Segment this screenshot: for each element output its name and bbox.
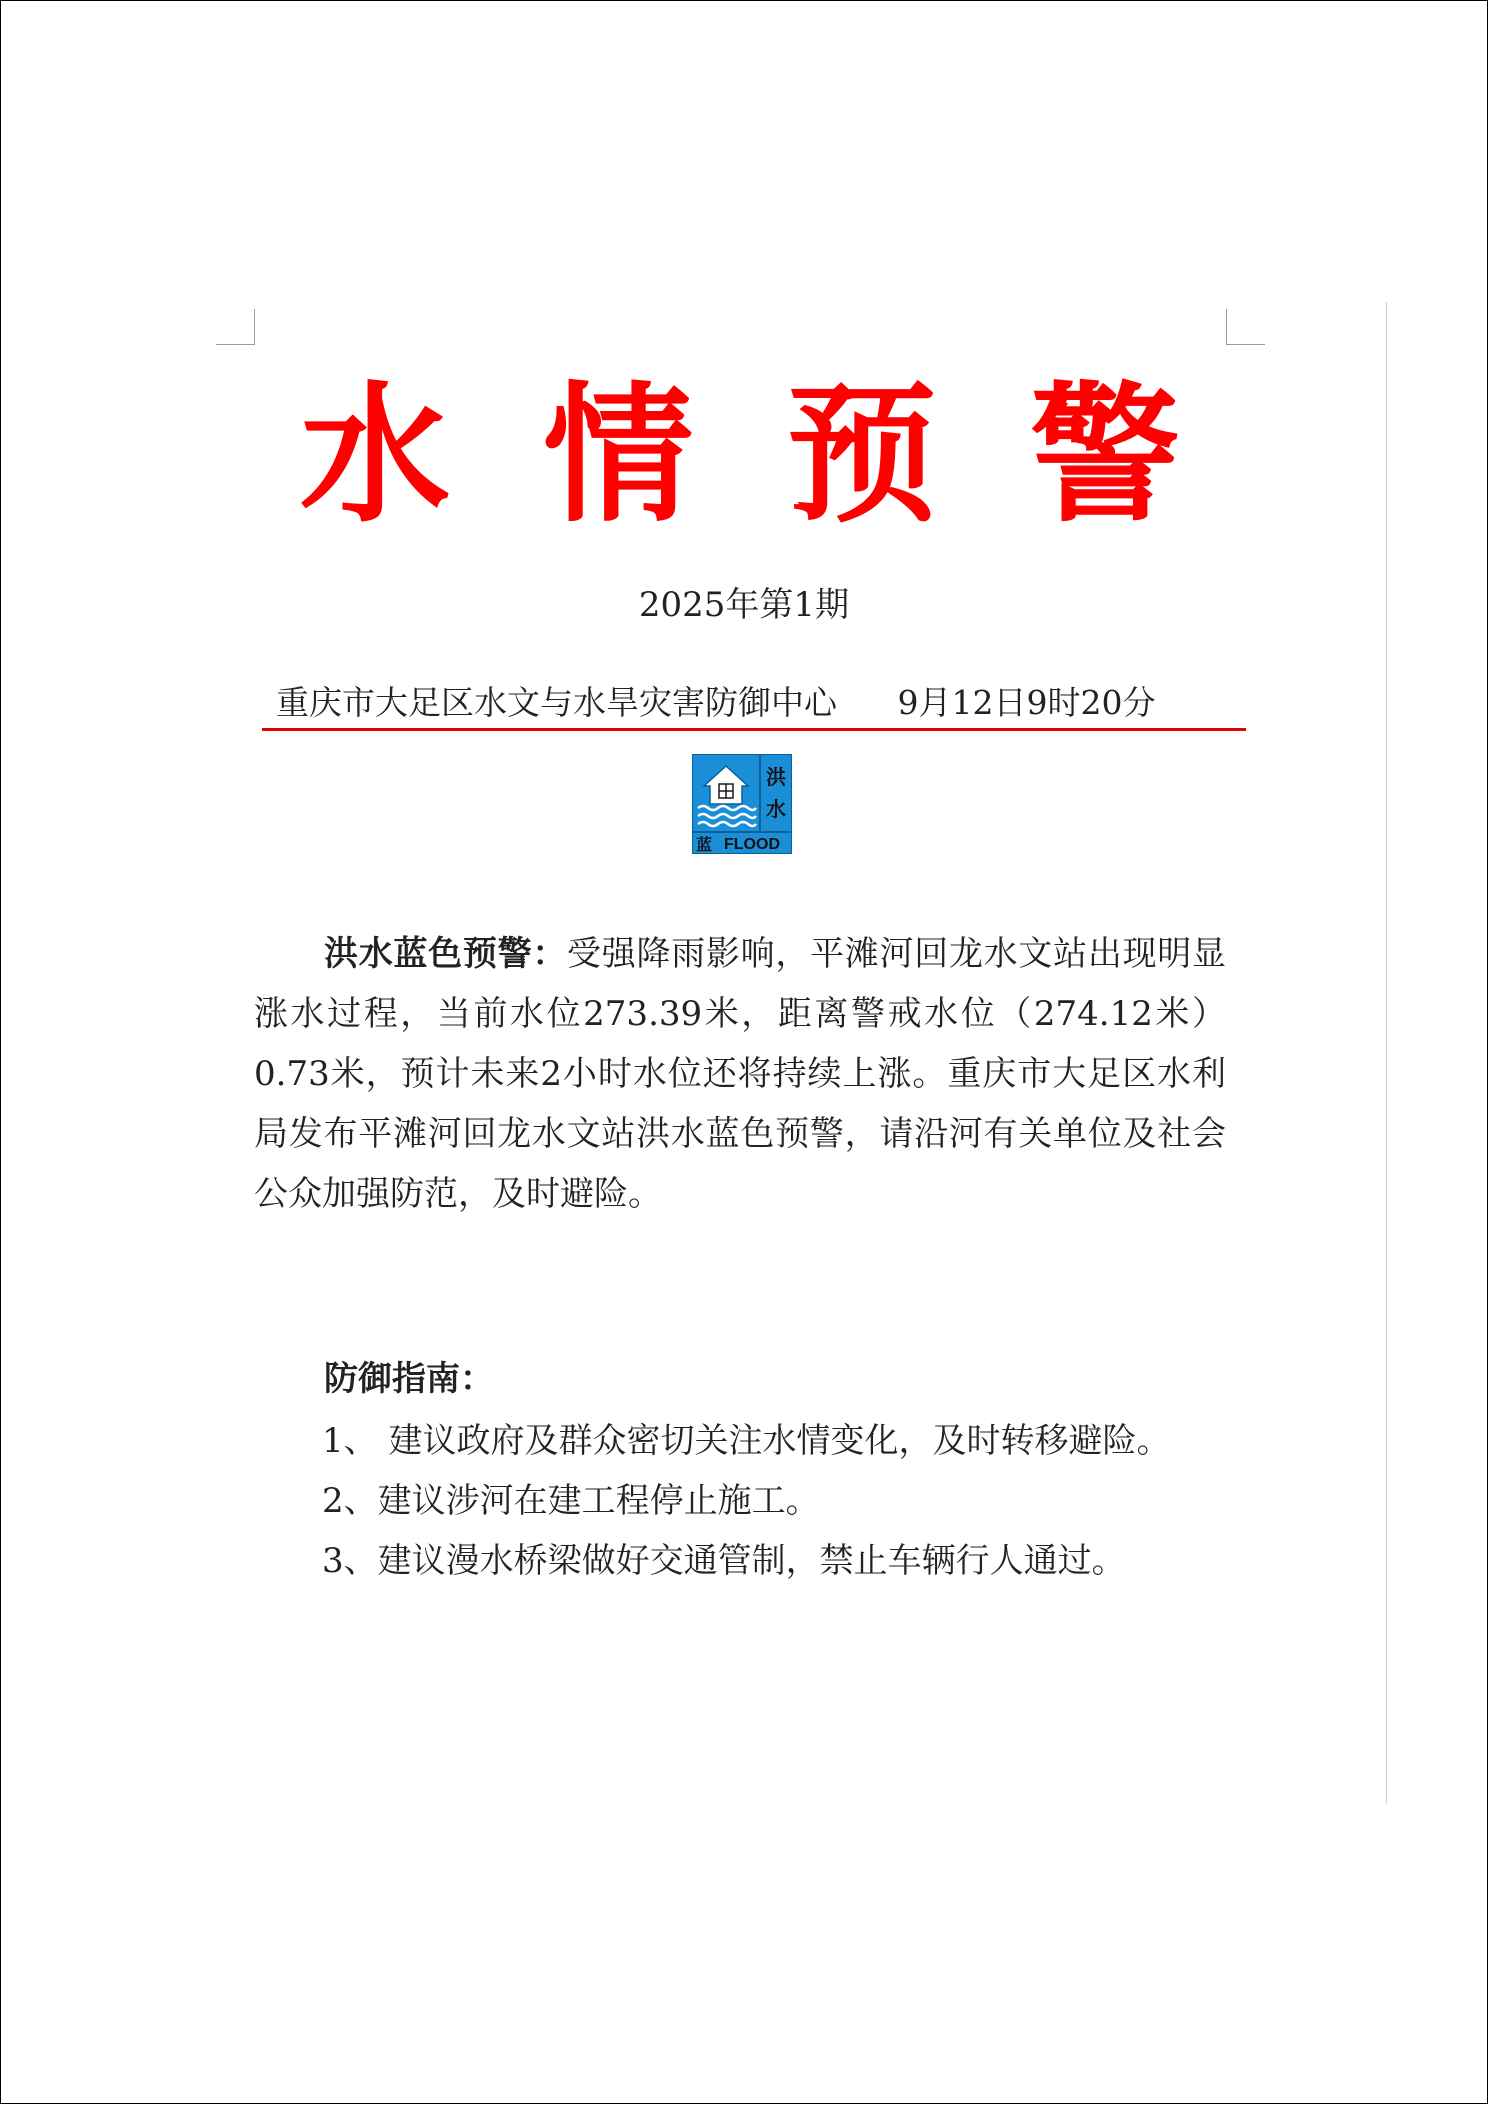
red-separator-line bbox=[262, 728, 1246, 731]
title-char: 水 bbox=[300, 367, 451, 543]
margin-corner-top-right bbox=[1226, 309, 1265, 345]
issue-time: 9月12日9时20分 bbox=[897, 683, 1156, 722]
title-char: 警 bbox=[1029, 367, 1180, 543]
icon-bottom-char: 蓝 bbox=[695, 835, 713, 854]
guide-title: 防御指南： bbox=[324, 1359, 494, 1399]
issuer-line bbox=[276, 678, 1226, 728]
warning-text: 受强降雨影响，平滩河回龙水文站出现明显涨水过程，当前水位273.39米，距离警戒水位（274.12米）0.73米，预计未来2小时水位还将持续上涨。重庆市大足区水利局发布平滩河回龙水文站洪水蓝色预警，请沿河有关单位及社会公众加强防范，及时避险。 bbox=[254, 934, 1227, 1214]
icon-char-1: 洪 bbox=[766, 765, 786, 789]
warning-paragraph bbox=[254, 924, 1226, 1224]
warning-label: 洪水蓝色预警： bbox=[324, 934, 568, 974]
issue-number: 2025年第1期 bbox=[638, 585, 850, 625]
margin-corner-top-left bbox=[216, 309, 255, 345]
document-title bbox=[300, 367, 1180, 543]
icon-char-2: 水 bbox=[766, 797, 786, 821]
issuer-name: 重庆市大足区水文与水旱灾害防御中心 bbox=[276, 683, 837, 722]
guide-item: 2、建议涉河在建工程停止施工。 bbox=[322, 1481, 820, 1521]
guide-item: 3、建议漫水桥梁做好交通管制，禁止车辆行人通过。 bbox=[322, 1541, 1126, 1581]
guide-item: 1、 建议政府及群众密切关注水情变化，及时转移避险。 bbox=[322, 1421, 1171, 1461]
title-char: 情 bbox=[543, 367, 694, 543]
right-margin-guide bbox=[1386, 302, 1387, 1804]
blue-flood-warning-icon bbox=[692, 754, 792, 854]
icon-bottom-text: FLOOD bbox=[724, 836, 780, 853]
title-char: 预 bbox=[786, 367, 937, 543]
